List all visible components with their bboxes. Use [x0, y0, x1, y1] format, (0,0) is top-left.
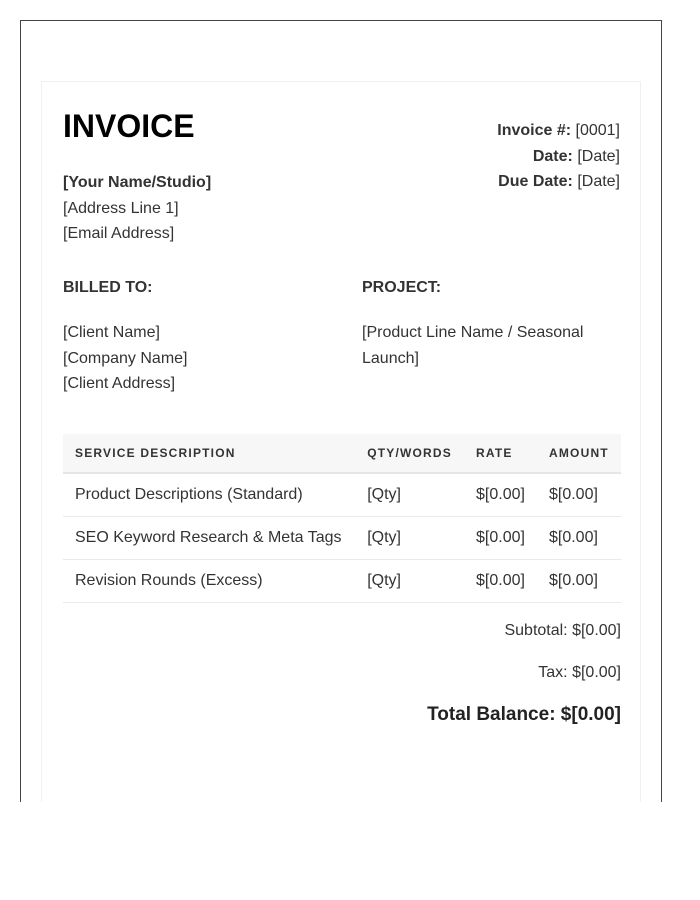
tax-line: Tax: $[0.00] — [538, 663, 621, 681]
invoice-due-value: [Date] — [577, 173, 620, 190]
invoice-date-label: Date: — [532, 147, 573, 165]
line-items-section — [63, 434, 621, 727]
row-amount: $[0.00] — [537, 559, 621, 602]
parties-section — [63, 246, 620, 408]
project-text: [Product Line Name / Seasonal Launch] — [362, 324, 584, 367]
invoice-number-value: [0001] — [575, 122, 620, 139]
header-qty-words: QTY/WORDS — [355, 434, 464, 473]
invoice-number — [497, 118, 620, 144]
invoice-page — [41, 81, 641, 802]
header-amount: AMOUNT — [537, 434, 621, 473]
client-address: [Client Address] — [63, 375, 176, 392]
billed-to-lines — [63, 320, 323, 397]
company-name: [Company Name] — [63, 349, 188, 367]
header-rate: RATE — [464, 434, 537, 473]
subtotal-line: Subtotal: $[0.00] — [504, 621, 621, 639]
sender-block — [63, 170, 211, 247]
row-description: SEO Keyword Research & Meta Tags — [63, 516, 355, 559]
invoice-content — [63, 106, 620, 727]
row-description: Product Descriptions (Standard) — [63, 473, 355, 516]
row-amount: $[0.00] — [537, 516, 621, 559]
table-row — [63, 516, 621, 559]
row-qty: [Qty] — [355, 559, 464, 602]
row-description: Revision Rounds (Excess) — [63, 559, 355, 602]
sender-name: [Your Name/Studio] — [63, 174, 212, 191]
invoice-due-date — [497, 169, 620, 195]
line-items-table — [63, 434, 621, 603]
sender-address: [Address Line 1] — [63, 199, 179, 217]
invoice-meta — [497, 118, 620, 195]
row-rate: $[0.00] — [464, 473, 537, 516]
row-rate: $[0.00] — [464, 559, 537, 602]
project-block — [362, 278, 602, 371]
invoice-number-label: Invoice #: — [497, 122, 572, 139]
totals-block — [63, 621, 621, 727]
invoice-title: INVOICE — [63, 108, 195, 144]
table-header-row — [63, 434, 621, 473]
row-amount: $[0.00] — [537, 473, 621, 516]
total-balance: Total Balance: $[0.00] — [427, 703, 621, 725]
row-rate: $[0.00] — [464, 516, 537, 559]
header-service-description: SERVICE DESCRIPTION — [63, 434, 355, 473]
billed-to-block — [63, 278, 323, 397]
invoice-date-value: [Date] — [577, 147, 620, 165]
table-row — [63, 559, 621, 602]
invoice-date — [497, 144, 620, 170]
row-qty: [Qty] — [355, 473, 464, 516]
invoice-header — [63, 106, 620, 246]
table-row — [63, 473, 621, 516]
sender-email: [Email Address] — [63, 225, 175, 242]
row-qty: [Qty] — [355, 516, 464, 559]
billed-to-label: BILLED TO: — [63, 279, 153, 296]
document-frame — [20, 20, 662, 802]
invoice-due-label: Due Date: — [498, 173, 573, 190]
client-name: [Client Name] — [63, 324, 160, 341]
project-label: PROJECT: — [362, 279, 442, 296]
